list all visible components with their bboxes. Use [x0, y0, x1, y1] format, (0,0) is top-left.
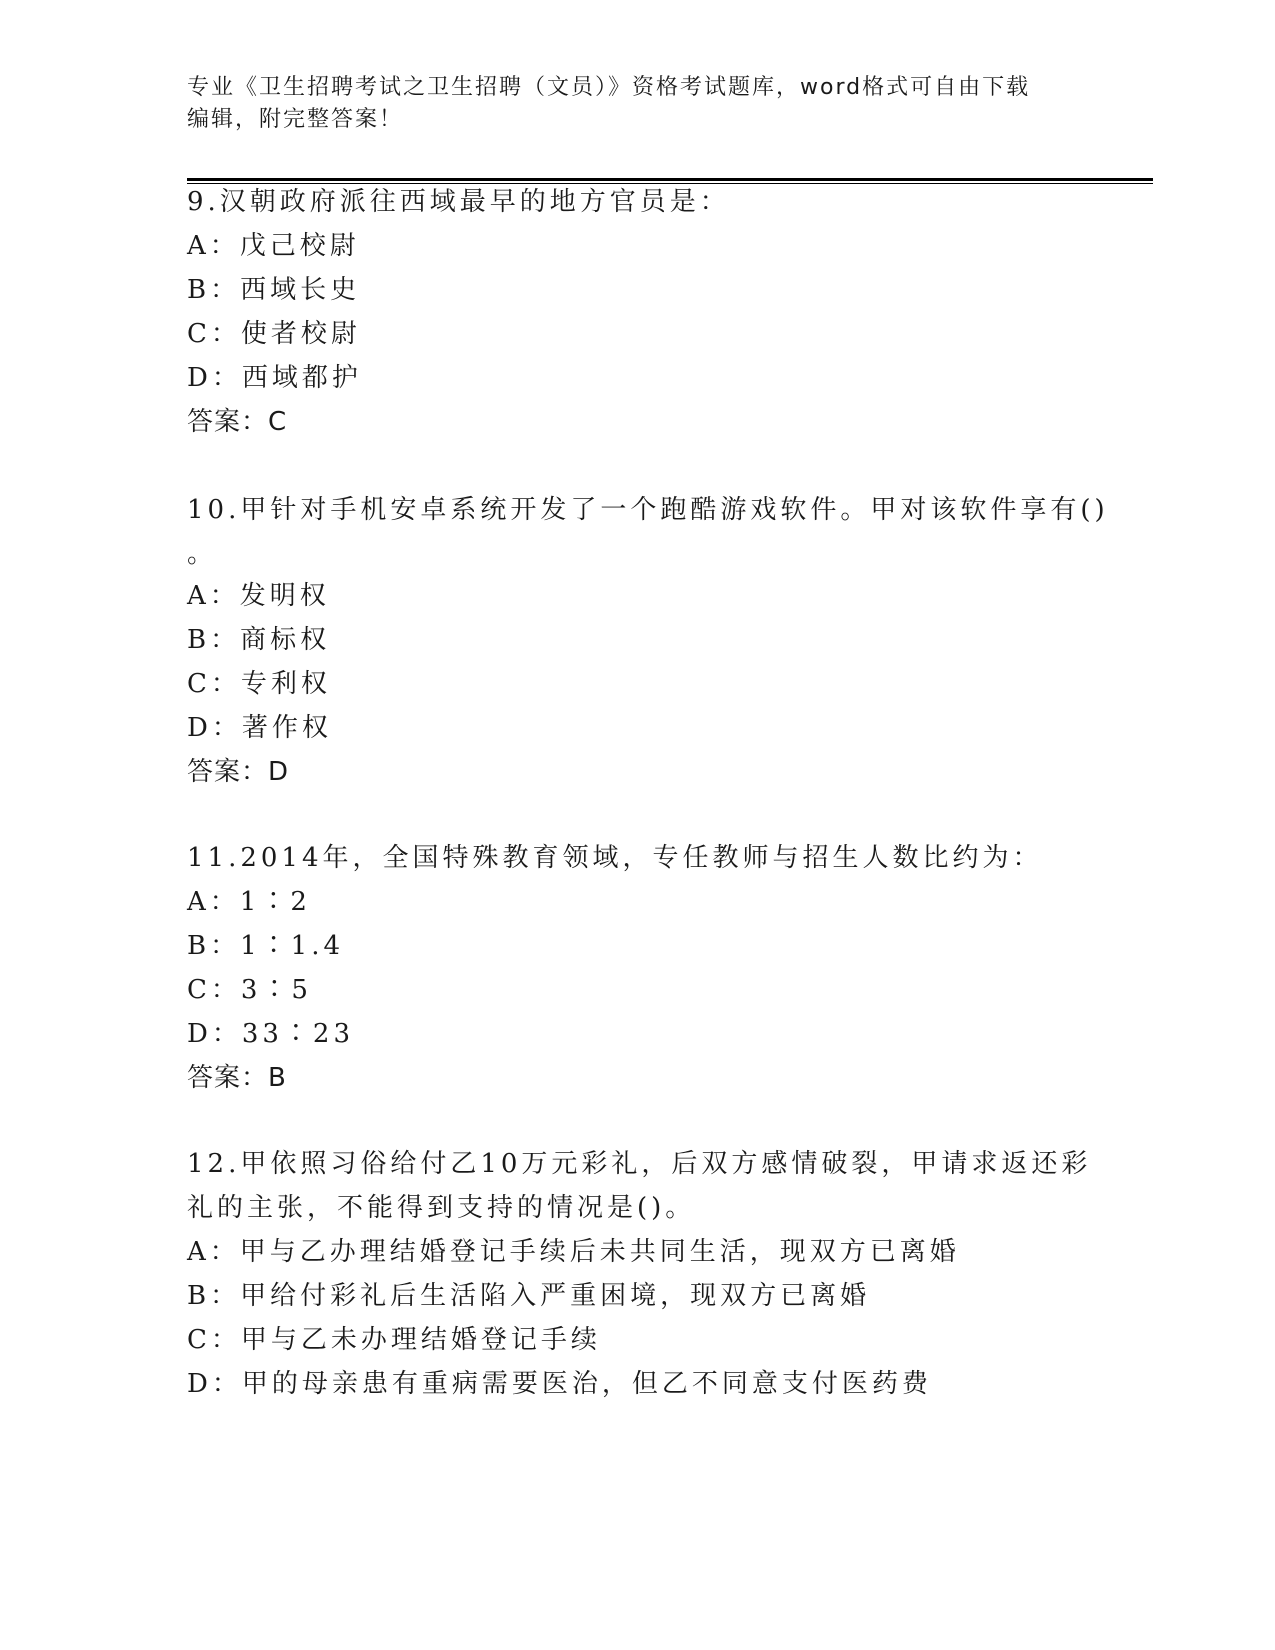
header-line-2: 编辑，附完整答案！ [187, 107, 404, 132]
document-header [187, 72, 1087, 136]
question-10-stem: 10.甲针对手机安卓系统开发了一个跑酷游戏软件。甲对该软件享有() [187, 495, 1109, 525]
question-9-stem: 9.汉朝政府派往西域最早的地方官员是： [187, 187, 730, 217]
question-9-option-c: C：使者校尉 [187, 319, 361, 349]
question-9-option-a: A：戊己校尉 [187, 231, 360, 261]
question-12-option-c: C：甲与乙未办理结婚登记手续 [187, 1325, 601, 1355]
question-9-answer: 答案：C [187, 407, 288, 437]
header-line-1: 专业《卫生招聘考试之卫生招聘（文员）》资格考试题库，word格式可自由下载 [187, 75, 1031, 100]
question-11-option-d: D：33∶23 [187, 1019, 355, 1049]
question-10-option-a: A：发明权 [187, 581, 330, 611]
question-11-stem: 11.2014年，全国特殊教育领域，专任教师与招生人数比约为： [187, 843, 1043, 873]
header-divider-thin [187, 183, 1153, 184]
question-12-option-d: D：甲的母亲患有重病需要医治，但乙不同意支付医药费 [187, 1369, 932, 1399]
question-11-option-b: B：1∶1.4 [187, 931, 344, 961]
question-12-stem-continued: 礼的主张，不能得到支持的情况是()。 [187, 1193, 696, 1223]
question-11-option-c: C：3∶5 [187, 975, 312, 1005]
question-9-option-d: D：西域都护 [187, 363, 362, 393]
question-12-stem: 12.甲依照习俗给付乙10万元彩礼，后双方感情破裂，甲请求返还彩 [187, 1149, 1092, 1179]
question-12-option-b: B：甲给付彩礼后生活陷入严重困境，现双方已离婚 [187, 1281, 871, 1311]
question-10-option-c: C：专利权 [187, 669, 331, 699]
question-10-stem-continued: 。 [187, 539, 218, 569]
question-9-option-b: B：西域长史 [187, 275, 361, 305]
question-10-option-d: D：著作权 [187, 713, 332, 743]
question-11-option-a: A：1∶2 [187, 887, 311, 917]
question-11-answer: 答案：B [187, 1063, 287, 1093]
question-10-answer: 答案：D [187, 757, 290, 787]
question-10-option-b: B：商标权 [187, 625, 331, 655]
question-12-option-a: A：甲与乙办理结婚登记手续后未共同生活，现双方已离婚 [187, 1237, 960, 1267]
header-divider-thick [187, 178, 1153, 181]
